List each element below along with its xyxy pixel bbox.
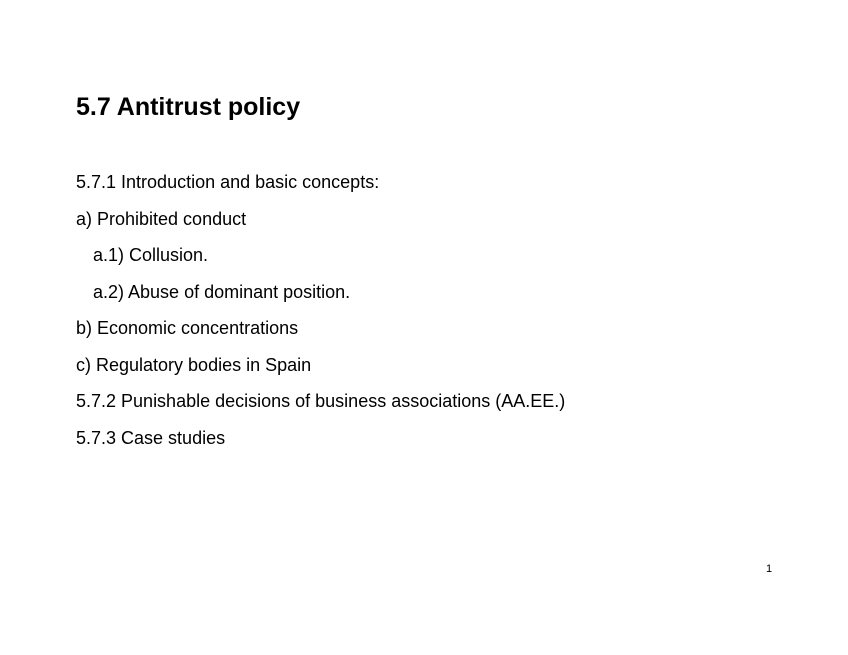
outline-item: c) Regulatory bodies in Spain xyxy=(76,354,312,375)
outline-subitem: a.2) Abuse of dominant position. xyxy=(93,281,351,302)
outline-item: a) Prohibited conduct xyxy=(76,208,247,229)
outline-list xyxy=(76,171,565,463)
outline-item: 5.7.1 Introduction and basic concepts: xyxy=(76,172,380,192)
outline-item: b) Economic concentrations xyxy=(76,318,299,338)
outline-subitem: a.1) Collusion. xyxy=(93,245,209,265)
outline-item: 5.7.2 Punishable decisions of business associations (AA.EE.) xyxy=(76,391,566,411)
page-number: 1 xyxy=(766,563,773,575)
slide-title: 5.7 Antitrust policy xyxy=(76,93,301,121)
outline-item: 5.7.3 Case studies xyxy=(76,427,226,448)
